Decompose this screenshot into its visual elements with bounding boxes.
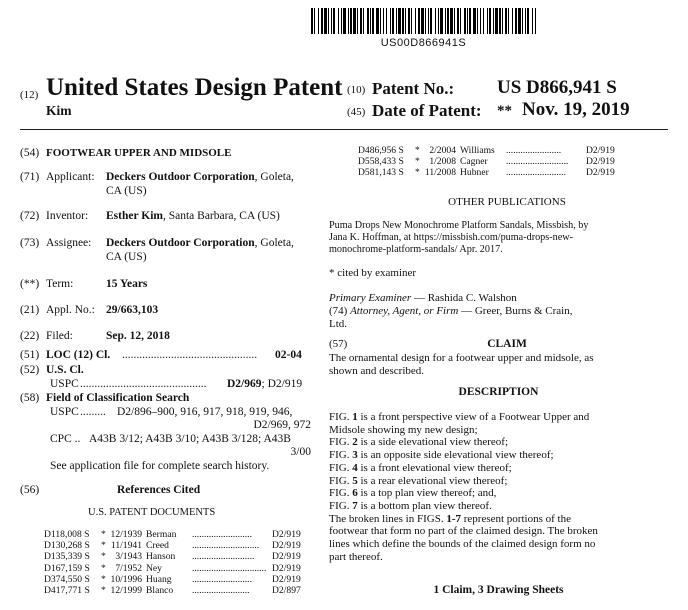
doc-class: D2/919	[272, 540, 301, 552]
barcode-bar	[518, 8, 521, 34]
primary-examiner-name: — Rashida C. Walshon	[411, 292, 517, 304]
doc-star: *	[101, 551, 106, 563]
doc-inventor: Hanson	[146, 551, 176, 563]
doc-class: D2/919	[586, 145, 615, 156]
primary-examiner-label: Primary Examiner	[329, 292, 412, 304]
applicant-location: , Goleta,	[254, 171, 294, 183]
barcode-bar	[450, 8, 453, 34]
uspc-secondary: ; D2/919	[261, 378, 303, 390]
figure-number: 5	[352, 474, 358, 487]
us-patent-documents-heading: U.S. PATENT DOCUMENTS	[88, 507, 216, 518]
field-code-73: (73)	[20, 237, 40, 249]
doc-number: D417,771 S	[44, 585, 90, 596]
doc-inventor: Ney	[146, 562, 162, 574]
barcode-bar	[380, 8, 381, 34]
barcode-bar	[454, 8, 455, 34]
field-cpc-line2: 3/00	[290, 446, 311, 458]
description-line	[329, 538, 595, 550]
field-uspc-line1: D2/896–900, 916, 917, 918, 919, 946,	[117, 406, 293, 418]
barcode-bar	[438, 8, 439, 34]
doc-number: D130,268 S	[44, 540, 90, 552]
figure-number: 1-7	[446, 512, 461, 525]
date-stars: **	[497, 103, 512, 119]
primary-examiner	[329, 292, 517, 304]
doc-class: D2/919	[586, 156, 615, 168]
loc-dots: ...............................................	[122, 349, 258, 361]
barcode-number: US00D866941S	[380, 37, 467, 49]
doc-dots: ..........................	[192, 551, 255, 563]
barcode-bar	[502, 8, 503, 34]
barcode-bar	[435, 8, 436, 34]
barcode-bar	[390, 8, 391, 34]
barcode-bar	[383, 8, 384, 34]
barcode-bar	[341, 8, 342, 34]
loc-label: LOC (12) Cl.	[46, 349, 111, 361]
doc-inventor: Berman	[146, 529, 177, 540]
term-label: Term:	[46, 278, 74, 290]
barcode-bar	[487, 8, 488, 34]
doc-star: *	[101, 585, 106, 596]
doc-date: 10/1996	[110, 573, 142, 585]
barcode-bar	[333, 8, 335, 34]
doc-date: 11/2008	[424, 167, 456, 179]
appl-no-label: Appl. No.:	[46, 304, 95, 316]
barcode-bar	[360, 8, 362, 34]
doc-number: D581,143 S	[358, 167, 404, 179]
filed-label: Filed:	[46, 330, 73, 342]
doc-number: D167,159 S	[44, 562, 90, 574]
claim-line-1: The ornamental design for a footwear upper and midsole, as	[329, 352, 594, 364]
claim-heading: CLAIM	[487, 338, 527, 350]
doc-date: 11/1941	[110, 540, 142, 552]
description-text: FIG.	[329, 461, 353, 474]
barcode	[311, 8, 536, 34]
claim-line-2: shown and described.	[329, 365, 425, 377]
field-code-54: (54)	[20, 147, 40, 159]
attorney-name-2: Ltd.	[329, 318, 348, 330]
uspc-label: USPC	[50, 378, 79, 390]
barcode-bar	[508, 8, 509, 34]
barcode-bar	[428, 8, 429, 34]
description-heading: DESCRIPTION	[458, 386, 539, 398]
barcode-bar	[505, 8, 507, 34]
doc-star: *	[415, 156, 420, 168]
field-code-72: (72)	[20, 210, 40, 222]
description-line	[329, 424, 478, 436]
uspc-primary: D2/969	[227, 378, 262, 390]
figure-number: 3	[352, 449, 358, 462]
field-search-label: Field of Classification Search	[46, 392, 190, 404]
barcode-bar	[411, 8, 412, 34]
barcode-bar	[525, 8, 526, 34]
description-line	[329, 525, 598, 537]
barcode-bar	[343, 8, 346, 34]
barcode-bar	[535, 8, 536, 34]
publication-line-2: Jana K. Hoffman, at https://missbish.com/puma-drops-new-	[329, 232, 573, 243]
assignee-line	[106, 237, 294, 249]
figure-number: 1	[352, 411, 358, 423]
description-text: FIG.	[329, 499, 353, 512]
applicant-location-2: CA (US)	[106, 185, 147, 197]
description-text: Midsole showing my new design;	[329, 423, 478, 436]
barcode-bar	[477, 8, 478, 34]
description-line	[329, 500, 492, 512]
field-cpc-label: CPC ..	[50, 433, 81, 445]
field-code-51: (51)	[20, 349, 40, 361]
field-code-58: (58)	[20, 392, 40, 404]
design-title: FOOTWEAR UPPER AND MIDSOLE	[46, 147, 232, 159]
barcode-bar	[396, 8, 397, 34]
header-code-10: (10)	[347, 84, 366, 96]
inventor-name: Esther Kim	[106, 210, 163, 222]
doc-class: D2/919	[586, 167, 615, 179]
applicant-name: Deckers Outdoor Corporation	[106, 171, 255, 183]
barcode-bar	[386, 8, 387, 34]
doc-class: D2/897	[272, 585, 301, 596]
field-cpc-line1: A43B 3/12; A43B 3/10; A43B 3/128; A43B	[89, 433, 291, 445]
doc-inventor: Cagner	[460, 156, 488, 168]
field-code-71: (71)	[20, 171, 40, 183]
barcode-bar	[398, 8, 401, 34]
doc-star: *	[101, 562, 106, 574]
assignee-label: Assignee:	[46, 237, 92, 249]
search-history-note: See application file for complete search history.	[50, 460, 270, 472]
claims-and-sheets-count: 1 Claim, 3 Drawing Sheets	[433, 584, 564, 596]
barcode-bar	[402, 8, 404, 34]
description-line	[329, 411, 589, 423]
barcode-bar	[311, 8, 313, 34]
date-of-patent: Nov. 19, 2019	[522, 99, 630, 120]
doc-date: 12/1939	[110, 529, 142, 540]
doc-class: D2/919	[272, 562, 301, 574]
doc-inventor: Williams	[460, 145, 495, 156]
field-code-56: (56)	[20, 484, 40, 496]
doc-dots: ...............................	[192, 562, 267, 574]
barcode-bar	[515, 8, 517, 34]
barcode-bar	[532, 8, 533, 34]
doc-date: 7/1952	[115, 562, 142, 574]
barcode-bar	[522, 8, 523, 34]
inventor-line	[106, 210, 280, 222]
doc-star: *	[415, 167, 420, 179]
description-text: FIG.	[329, 411, 353, 423]
term-value: 15 Years	[106, 278, 148, 290]
barcode-bar	[527, 8, 529, 34]
barcode-bar	[460, 8, 461, 34]
barcode-bar	[350, 8, 352, 34]
doc-number: D135,339 S	[44, 551, 90, 563]
doc-dots: .......................	[506, 145, 562, 156]
cited-by-examiner-note: * cited by examiner	[329, 267, 417, 279]
barcode-bar	[392, 8, 394, 34]
assignee-location-2: CA (US)	[106, 251, 147, 263]
barcode-bar	[331, 8, 332, 34]
field-uspc-line2: D2/969, 972	[253, 419, 311, 431]
doc-number: D374,550 S	[44, 573, 90, 585]
barcode-bar	[512, 8, 513, 34]
description-text: footwear that form no part of the claimed design. The broken	[329, 525, 598, 538]
other-publications-heading: OTHER PUBLICATIONS	[448, 196, 566, 208]
doc-dots: .........................	[192, 529, 252, 540]
uspc-dots: ............................................	[80, 378, 207, 390]
doc-star: *	[101, 529, 106, 540]
barcode-bar	[467, 8, 468, 34]
doc-dots: .........................	[192, 573, 252, 585]
inventor-label: Inventor:	[46, 210, 89, 222]
doc-number: D486,956 S	[358, 145, 404, 156]
references-cited-heading: References Cited	[117, 484, 201, 496]
date-of-patent-label: Date of Patent:	[372, 101, 482, 120]
description-text: represent portions of the	[461, 512, 571, 525]
barcode-bar	[348, 8, 349, 34]
description-text: is a rear elevational view thereof;	[357, 474, 508, 487]
barcode-bar	[324, 8, 327, 34]
barcode-bar	[367, 8, 369, 34]
barcode-bar	[357, 8, 358, 34]
barcode-bar	[445, 8, 446, 34]
doc-inventor: Blanco	[146, 585, 174, 596]
barcode-bar	[408, 8, 410, 34]
description-text: The broken lines in FIGS.	[329, 512, 447, 525]
doc-dots: .........................	[506, 167, 566, 179]
applicant-line	[106, 171, 294, 183]
doc-number: D118,008 S	[44, 529, 90, 540]
barcode-bar	[370, 8, 371, 34]
inventor-location: , Santa Barbara, CA (US)	[162, 210, 280, 222]
barcode-bar	[314, 8, 315, 34]
barcode-bar	[338, 8, 339, 34]
attorney-line	[329, 305, 572, 317]
applicant-label: Applicant:	[46, 171, 95, 183]
attorney-label: Attorney, Agent, or Firm	[350, 305, 459, 317]
doc-class: D2/919	[272, 573, 301, 585]
barcode-bar	[353, 8, 356, 34]
patent-number: US D866,941 S	[497, 77, 617, 98]
description-text: FIG.	[329, 474, 353, 487]
barcode-bar	[499, 8, 501, 34]
barcode-bar	[447, 8, 449, 34]
barcode-bar	[421, 8, 424, 34]
doc-star: *	[101, 540, 106, 552]
barcode-bar	[469, 8, 471, 34]
field-code-term: (**)	[20, 278, 40, 290]
description-text: is a top plan view thereof; and,	[357, 487, 497, 500]
barcode-bar	[372, 8, 374, 34]
field-code-22: (22)	[20, 330, 40, 342]
doc-date: 1/2008	[429, 156, 456, 168]
description-line	[329, 449, 554, 461]
doc-date: 2/2004	[429, 145, 456, 156]
description-text: is a side elevational view thereof;	[357, 436, 509, 449]
figure-number: 7	[352, 499, 358, 512]
doc-dots: ............................	[192, 540, 260, 552]
doc-class: D2/919	[272, 529, 301, 540]
barcode-bar	[483, 8, 484, 34]
header-code-45: (45)	[347, 106, 366, 118]
barcode-bar	[321, 8, 323, 34]
description-text: FIG.	[329, 487, 353, 500]
doc-number: D558,433 S	[358, 156, 404, 168]
barcode-bar	[328, 8, 329, 34]
description-line	[329, 462, 512, 474]
barcode-bar	[473, 8, 476, 34]
barcode-bar	[405, 8, 406, 34]
attorney-name: — Greer, Burns & Crain,	[458, 305, 573, 317]
header-divider	[20, 129, 668, 130]
description-text: is a bottom plan view thereof.	[357, 499, 492, 512]
barcode-bar	[440, 8, 443, 34]
publication-line-3: monochrome-platform-sandals/ Apr. 2017.	[329, 244, 503, 255]
field-uspc-dots: .........	[80, 406, 106, 418]
doc-date: 3/1943	[115, 551, 142, 563]
doc-star: *	[101, 573, 106, 585]
figure-number: 4	[352, 461, 358, 474]
doc-inventor: Hubner	[460, 167, 489, 179]
description-text: lines which define the bounds of the claimed design form no	[329, 538, 596, 550]
figure-number: 2	[352, 436, 358, 449]
assignee-name: Deckers Outdoor Corporation	[106, 237, 255, 249]
doc-star: *	[415, 145, 420, 156]
description-text: FIG.	[329, 436, 353, 449]
us-cl-label: U.S. Cl.	[46, 364, 84, 376]
barcode-bar	[425, 8, 426, 34]
barcode-bar	[318, 8, 319, 34]
doc-dots: ..........................	[506, 156, 569, 168]
description-line	[329, 436, 508, 448]
barcode-bar	[376, 8, 379, 34]
field-code-52: (52)	[20, 364, 40, 376]
description-line	[329, 513, 571, 525]
field-code-21: (21)	[20, 304, 40, 316]
header-inventor: Kim	[46, 103, 72, 118]
barcode-bar	[418, 8, 420, 34]
claim-code-57: (57)	[329, 338, 348, 350]
doc-dots: ........................	[192, 585, 250, 596]
barcode-bar	[489, 8, 491, 34]
barcode-bar	[430, 8, 432, 34]
barcode-bar	[480, 8, 481, 34]
field-uspc-label: USPC	[50, 406, 79, 418]
barcode-bar	[363, 8, 364, 34]
description-text: FIG.	[329, 449, 353, 462]
attorney-code: (74)	[329, 305, 348, 317]
patent-number-label: Patent No.:	[372, 79, 455, 98]
figure-number: 6	[352, 487, 358, 500]
description-text: is a front elevational view thereof;	[357, 461, 512, 474]
barcode-bar	[493, 8, 494, 34]
doc-date: 12/1999	[110, 585, 142, 596]
header-code-12: (12)	[20, 89, 39, 101]
doc-class: D2/919	[272, 551, 301, 563]
description-line	[329, 475, 507, 487]
barcode-bar	[457, 8, 459, 34]
description-text: is an opposite side elevational view thereof;	[357, 449, 554, 462]
loc-value: 02-04	[275, 349, 302, 361]
description-text: part thereof.	[329, 550, 383, 563]
barcode-bar	[495, 8, 498, 34]
barcode-bar	[415, 8, 416, 34]
uspc-values	[227, 378, 302, 390]
doc-inventor: Creed	[146, 540, 169, 552]
description-line	[329, 551, 383, 563]
description-text: is a front perspective view of a Footwear Upper and	[357, 411, 590, 423]
doc-inventor: Huang	[146, 573, 172, 585]
document-title: United States Design Patent	[46, 74, 343, 101]
barcode-bar	[464, 8, 466, 34]
filed-value: Sep. 12, 2018	[106, 330, 170, 342]
appl-no-value: 29/663,103	[106, 304, 159, 316]
assignee-location: , Goleta,	[254, 237, 294, 249]
publication-line-1: Puma Drops New Monochrome Platform Sandals, Missbish, by	[329, 220, 589, 231]
description-line	[329, 487, 496, 499]
